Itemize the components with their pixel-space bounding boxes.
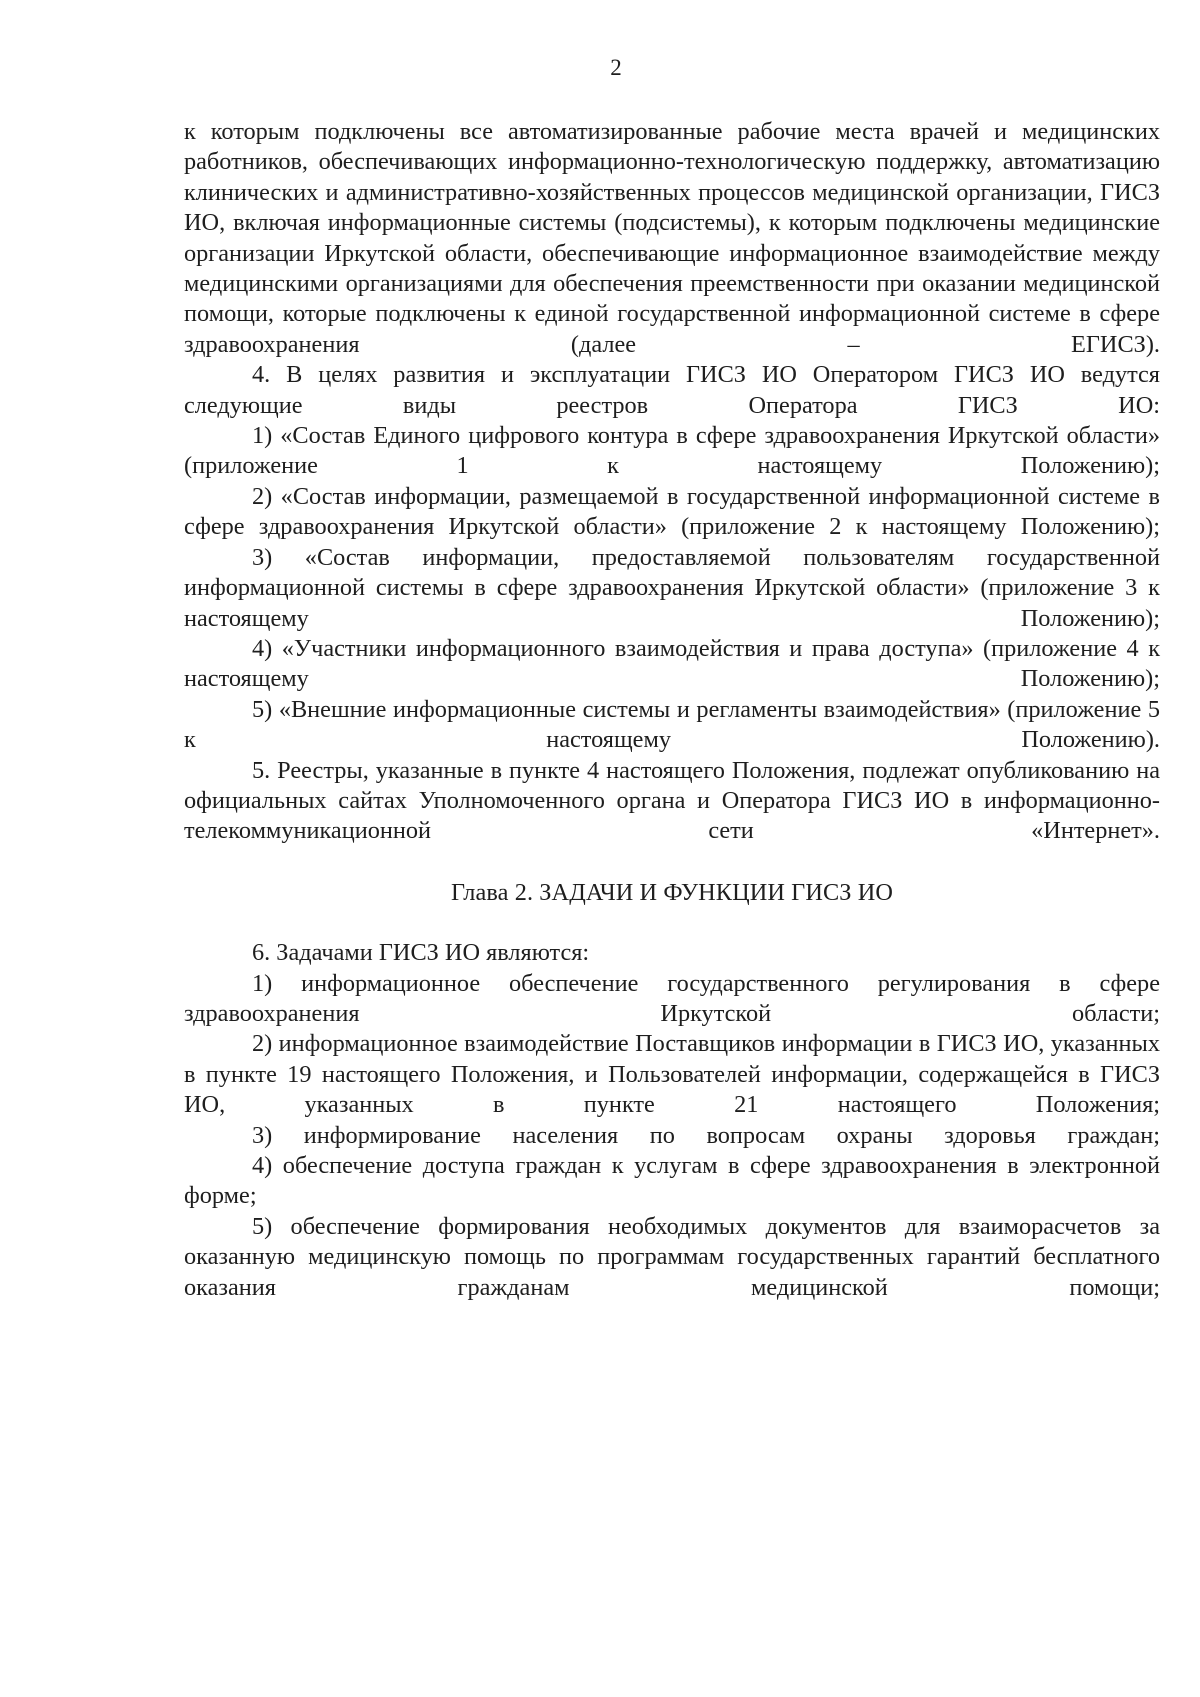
- registry-list-item-5: 5) «Внешние информационные системы и регламенты взаимодействия» (приложение 5 к настоящему Положению).: [184, 695, 1160, 754]
- registry-list-item-2: 2) «Состав информации, размещаемой в государственной информационной системе в сфере здравоохранения Иркутской области» (приложение 2 к настоящему Положению);: [184, 482, 1160, 541]
- page-number: 2: [610, 55, 622, 80]
- registry-list-item-4: 4) «Участники информационного взаимодействия и права доступа» (приложение 4 к настоящему Положению);: [184, 634, 1160, 693]
- task-list-item-5: 5) обеспечение формирования необходимых документов для взаиморасчетов за оказанную медицинскую помощь по программам государственных гарантий бесплатного оказания гражданам медицинской помощи;: [184, 1212, 1160, 1301]
- registry-list-item-1: 1) «Состав Единого цифрового контура в сфере здравоохранения Иркутской области» (приложение 1 к настоящему Положению);: [184, 422, 1160, 480]
- registry-list-item-3: 3) «Состав информации, предоставляемой пользователям государственной информационной системы в сфере здравоохранения Иркутской области» (приложение 3 к настоящему Положению);: [184, 543, 1160, 632]
- task-list-item-2: 2) информационное взаимодействие Поставщиков информации в ГИСЗ ИО, указанных в пункте 19 настоящего Положения, и Пользователей информации, содержащейся в ГИСЗ ИО, указанных в пункте 21 настоящего Положения;: [184, 1030, 1160, 1119]
- document-body: [184, 117, 1160, 1303]
- paragraph-item-4: 4. В целях развития и эксплуатации ГИСЗ ИО Оператором ГИСЗ ИО ведутся следующие виды реестров Оператора ГИСЗ ИО:: [184, 361, 1160, 419]
- paragraph-item-6: 6. Задачами ГИСЗ ИО являются:: [252, 939, 590, 967]
- task-list-item-4: 4) обеспечение доступа граждан к услугам в сфере здравоохранения в электронной форме;: [184, 1152, 1160, 1210]
- paragraph-item-5: 5. Реестры, указанные в пункте 4 настоящего Положения, подлежат опубликованию на официальных сайтах Уполномоченного органа и Оператора ГИСЗ ИО в информационно-телекоммуникационной сети «Интернет».: [184, 756, 1160, 845]
- task-list-item-3: 3) информирование населения по вопросам охраны здоровья граждан;: [252, 1121, 1160, 1149]
- task-list-item-1: 1) информационное обеспечение государственного регулирования в сфере здравоохранения Иркутской области;: [184, 969, 1160, 1027]
- chapter-heading: Глава 2. ЗАДАЧИ И ФУНКЦИИ ГИСЗ ИО: [450, 878, 894, 906]
- paragraph-continuation: к которым подключены все автоматизированные рабочие места врачей и медицинских работников, обеспечивающих информационно-технологическую поддержку, автоматизацию клинических и административно-хозяйственных процессов медицинской организации, ГИСЗ ИО, включая информационные системы (подсистемы), к которым подключены медицинские организации Иркутской области, обеспечивающие информационное взаимодействие между медицинскими организациями для обеспечения преемственности при оказании медицинской помощи, которые подключены к единой государственной информационной системе в сфере здравоохранения (далее – ЕГИСЗ).: [184, 118, 1160, 358]
